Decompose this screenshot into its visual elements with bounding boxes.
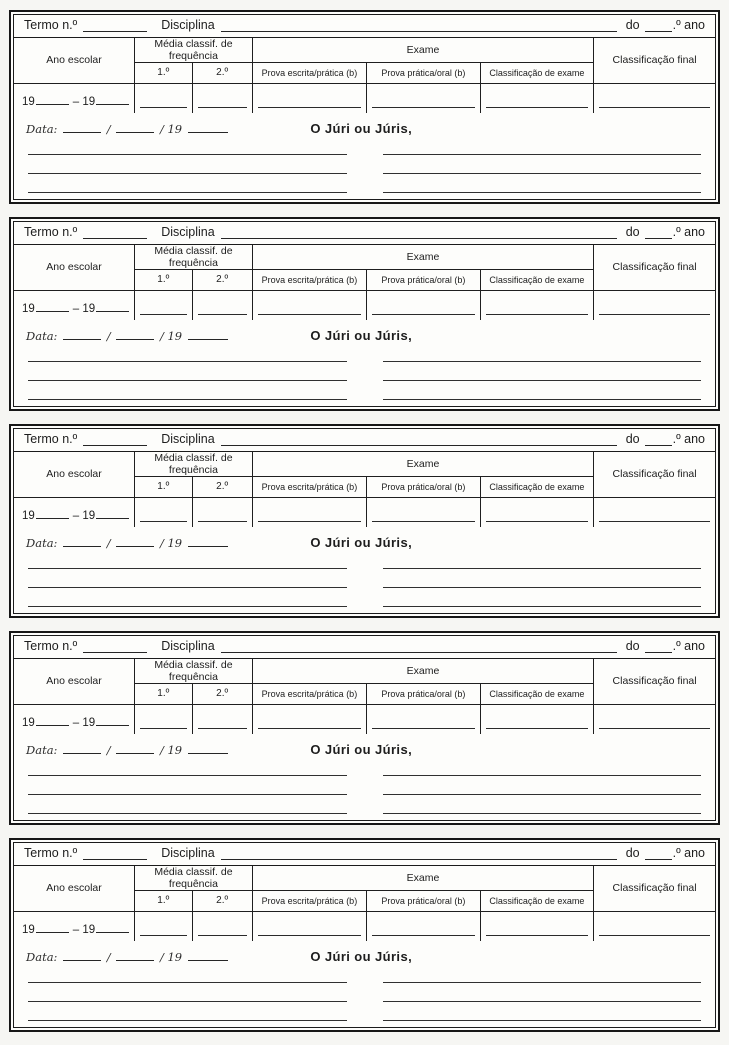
write-line [140, 728, 186, 729]
ano-number-blank [645, 849, 672, 860]
media-2-header: 2.º [192, 476, 252, 497]
write-line [599, 107, 710, 108]
prova-pratica-cell [367, 290, 481, 320]
media-1-header: 1.º [135, 683, 192, 704]
date-year-prefix: / 19 [159, 122, 183, 136]
date-day-blank [63, 538, 101, 547]
year-prefix-left: 19 [22, 717, 35, 730]
signature-area [14, 136, 715, 199]
jury-heading: O Júri ou Júris, [310, 742, 413, 757]
disciplina-blank [221, 228, 617, 239]
signature-area [14, 964, 715, 1027]
prova-pratica-header: Prova prática/oral (b) [367, 62, 481, 83]
year-end-blank [96, 96, 129, 105]
signature-line [383, 776, 702, 795]
signature-line [28, 588, 347, 607]
date-line [26, 122, 310, 136]
signature-line [383, 136, 702, 155]
write-line [198, 935, 247, 936]
prova-escrita-cell [252, 83, 366, 113]
write-line [486, 935, 589, 936]
write-line [486, 314, 589, 315]
term-record-block [9, 424, 720, 618]
disciplina-label: Disciplina [161, 431, 215, 446]
prova-escrita-header: Prova escrita/prática (b) [252, 476, 366, 497]
termo-label: Termo n.º [24, 431, 78, 446]
signature-line [383, 174, 702, 193]
grades-table [14, 866, 715, 942]
data-label: Data: [26, 743, 58, 757]
year-end-blank [96, 924, 129, 933]
grades-table [14, 452, 715, 528]
write-line [372, 314, 475, 315]
prova-escrita-cell [252, 497, 366, 527]
disciplina-label: Disciplina [161, 638, 215, 653]
media-1-cell [135, 704, 192, 734]
termo-label: Termo n.º [24, 845, 78, 860]
classificacao-final-header: Classificação final [594, 452, 715, 498]
classificacao-exame-cell [480, 704, 594, 734]
classificacao-final-cell [594, 83, 715, 113]
date-month-blank [116, 331, 154, 340]
block-title-row [14, 636, 715, 659]
date-separator: / [106, 122, 111, 136]
signature-line [383, 550, 702, 569]
prova-escrita-cell [252, 704, 366, 734]
media-frequencia-header: Média classif. de frequência [135, 866, 253, 891]
classificacao-final-header: Classificação final [594, 659, 715, 705]
data-label: Data: [26, 329, 58, 343]
year-prefix-left: 19 [22, 924, 35, 937]
prova-pratica-header: Prova prática/oral (b) [367, 476, 481, 497]
school-year-cell [14, 911, 135, 941]
media-2-cell [192, 83, 252, 113]
signature-area [14, 343, 715, 406]
date-line [26, 950, 310, 964]
date-line [26, 536, 310, 550]
date-jury-row [14, 113, 715, 136]
media-2-header: 2.º [192, 269, 252, 290]
date-year-blank [188, 952, 228, 961]
date-line [26, 743, 310, 757]
do-label: do [625, 845, 640, 860]
prova-escrita-header: Prova escrita/prática (b) [252, 62, 366, 83]
block-title-row [14, 843, 715, 866]
term-record-block [9, 217, 720, 411]
jury-heading: O Júri ou Júris, [310, 949, 413, 964]
write-line [372, 107, 475, 108]
classificacao-final-cell [594, 290, 715, 320]
media-1-cell [135, 83, 192, 113]
date-month-blank [116, 745, 154, 754]
classificacao-exame-header: Classificação de exame [480, 890, 594, 911]
write-line [198, 314, 247, 315]
signature-line [28, 964, 347, 983]
date-jury-row [14, 941, 715, 964]
ano-number-blank [645, 435, 672, 446]
school-year-cell [14, 290, 135, 320]
write-line [486, 728, 589, 729]
disciplina-blank [221, 849, 617, 860]
media-2-cell [192, 704, 252, 734]
term-record-block [9, 838, 720, 1032]
date-year-blank [188, 331, 228, 340]
date-separator: / [106, 743, 111, 757]
signature-line [28, 174, 347, 193]
signature-line [383, 155, 702, 174]
termo-number-blank [83, 228, 147, 239]
signature-line [383, 1002, 702, 1021]
media-2-cell [192, 290, 252, 320]
signature-line [28, 569, 347, 588]
data-label: Data: [26, 950, 58, 964]
prova-escrita-header: Prova escrita/prática (b) [252, 683, 366, 704]
term-record-block-frame [13, 842, 716, 1028]
date-year-prefix: / 19 [159, 950, 183, 964]
media-1-header: 1.º [135, 269, 192, 290]
classificacao-exame-cell [480, 290, 594, 320]
date-separator: / [106, 536, 111, 550]
ano-number-blank [645, 642, 672, 653]
signature-area [14, 550, 715, 613]
media-2-header: 2.º [192, 62, 252, 83]
write-line [140, 314, 186, 315]
write-line [486, 521, 589, 522]
write-line [258, 521, 361, 522]
media-frequencia-header: Média classif. de frequência [135, 659, 253, 684]
do-label: do [625, 431, 640, 446]
date-year-prefix: / 19 [159, 536, 183, 550]
media-2-cell [192, 911, 252, 941]
classificacao-final-header: Classificação final [594, 866, 715, 912]
exame-header: Exame [252, 452, 593, 477]
term-record-block [9, 631, 720, 825]
exame-header: Exame [252, 245, 593, 270]
prova-escrita-cell [252, 290, 366, 320]
media-frequencia-header: Média classif. de frequência [135, 245, 253, 270]
classificacao-exame-cell [480, 83, 594, 113]
school-year-cell [14, 704, 135, 734]
jury-heading: O Júri ou Júris, [310, 535, 413, 550]
year-start-blank [36, 717, 69, 726]
date-year-prefix: / 19 [159, 329, 183, 343]
prova-pratica-cell [367, 704, 481, 734]
date-year-prefix: / 19 [159, 743, 183, 757]
year-prefix-left: 19 [22, 510, 35, 523]
date-separator: / [106, 950, 111, 964]
signature-line [28, 776, 347, 795]
prova-pratica-cell [367, 497, 481, 527]
date-month-blank [116, 952, 154, 961]
write-line [372, 935, 475, 936]
date-line [26, 329, 310, 343]
grades-table [14, 245, 715, 321]
year-prefix-left: 19 [22, 96, 35, 109]
block-title-row [14, 15, 715, 38]
signature-line [383, 569, 702, 588]
ano-suffix-label: .º ano [672, 638, 705, 653]
year-prefix-right: – 19 [72, 303, 96, 316]
do-label: do [625, 17, 640, 32]
term-record-block-frame [13, 221, 716, 407]
year-start-blank [36, 96, 69, 105]
date-separator: / [106, 329, 111, 343]
term-record-block-frame [13, 635, 716, 821]
date-day-blank [63, 331, 101, 340]
prova-escrita-header: Prova escrita/prática (b) [252, 890, 366, 911]
signature-line [28, 155, 347, 174]
year-start-blank [36, 924, 69, 933]
date-day-blank [63, 124, 101, 133]
grades-table [14, 659, 715, 735]
date-jury-row [14, 320, 715, 343]
disciplina-label: Disciplina [161, 845, 215, 860]
do-label: do [625, 638, 640, 653]
write-line [599, 314, 710, 315]
ano-escolar-header: Ano escolar [14, 659, 135, 705]
signature-line [28, 757, 347, 776]
termo-label: Termo n.º [24, 17, 78, 32]
write-line [258, 314, 361, 315]
classificacao-final-cell [594, 497, 715, 527]
signature-line [383, 757, 702, 776]
signature-line [28, 362, 347, 381]
termo-number-blank [83, 21, 147, 32]
block-title-row [14, 222, 715, 245]
write-line [140, 521, 186, 522]
termo-number-blank [83, 642, 147, 653]
media-2-cell [192, 497, 252, 527]
write-line [599, 521, 710, 522]
classificacao-exame-header: Classificação de exame [480, 683, 594, 704]
exame-header: Exame [252, 866, 593, 891]
prova-pratica-cell [367, 83, 481, 113]
year-end-blank [96, 717, 129, 726]
write-line [599, 728, 710, 729]
prova-pratica-header: Prova prática/oral (b) [367, 269, 481, 290]
date-month-blank [116, 538, 154, 547]
disciplina-label: Disciplina [161, 224, 215, 239]
termo-number-blank [83, 435, 147, 446]
signature-line [28, 136, 347, 155]
write-line [198, 107, 247, 108]
disciplina-blank [221, 21, 617, 32]
prova-pratica-cell [367, 911, 481, 941]
year-prefix-right: – 19 [72, 96, 96, 109]
termo-number-blank [83, 849, 147, 860]
jury-heading: O Júri ou Júris, [310, 328, 413, 343]
ano-escolar-header: Ano escolar [14, 38, 135, 84]
data-label: Data: [26, 122, 58, 136]
disciplina-blank [221, 435, 617, 446]
media-1-header: 1.º [135, 476, 192, 497]
signature-line [383, 983, 702, 1002]
signature-line [383, 343, 702, 362]
media-2-header: 2.º [192, 890, 252, 911]
signature-line [383, 795, 702, 814]
signature-line [383, 381, 702, 400]
year-end-blank [96, 303, 129, 312]
date-day-blank [63, 952, 101, 961]
year-prefix-right: – 19 [72, 717, 96, 730]
prova-escrita-cell [252, 911, 366, 941]
ano-suffix-label: .º ano [672, 845, 705, 860]
disciplina-label: Disciplina [161, 17, 215, 32]
write-line [258, 728, 361, 729]
ano-escolar-header: Ano escolar [14, 245, 135, 291]
term-record-block-frame [13, 428, 716, 614]
classificacao-final-cell [594, 911, 715, 941]
signature-line [383, 362, 702, 381]
ano-suffix-label: .º ano [672, 17, 705, 32]
date-jury-row [14, 527, 715, 550]
media-1-cell [135, 911, 192, 941]
write-line [198, 728, 247, 729]
year-prefix-right: – 19 [72, 510, 96, 523]
term-record-block-frame [13, 14, 716, 200]
signature-area [14, 757, 715, 820]
prova-escrita-header: Prova escrita/prática (b) [252, 269, 366, 290]
school-year-cell [14, 497, 135, 527]
date-year-blank [188, 538, 228, 547]
disciplina-blank [221, 642, 617, 653]
signature-line [28, 983, 347, 1002]
ano-number-blank [645, 21, 672, 32]
classificacao-exame-cell [480, 497, 594, 527]
school-year-cell [14, 83, 135, 113]
grades-table [14, 38, 715, 114]
media-1-cell [135, 497, 192, 527]
exame-header: Exame [252, 38, 593, 63]
year-start-blank [36, 510, 69, 519]
classificacao-exame-header: Classificação de exame [480, 269, 594, 290]
write-line [140, 935, 186, 936]
date-year-blank [188, 124, 228, 133]
year-end-blank [96, 510, 129, 519]
term-record-block [9, 10, 720, 204]
data-label: Data: [26, 536, 58, 550]
write-line [258, 107, 361, 108]
year-prefix-left: 19 [22, 303, 35, 316]
media-2-header: 2.º [192, 683, 252, 704]
do-label: do [625, 224, 640, 239]
termo-label: Termo n.º [24, 224, 78, 239]
prova-pratica-header: Prova prática/oral (b) [367, 683, 481, 704]
write-line [372, 521, 475, 522]
classificacao-final-cell [594, 704, 715, 734]
write-line [258, 935, 361, 936]
year-start-blank [36, 303, 69, 312]
date-day-blank [63, 745, 101, 754]
signature-line [28, 381, 347, 400]
media-1-cell [135, 290, 192, 320]
ano-escolar-header: Ano escolar [14, 866, 135, 912]
media-1-header: 1.º [135, 62, 192, 83]
ano-suffix-label: .º ano [672, 224, 705, 239]
write-line [599, 935, 710, 936]
signature-line [28, 343, 347, 362]
signature-line [383, 964, 702, 983]
signature-line [28, 795, 347, 814]
jury-heading: O Júri ou Júris, [310, 121, 413, 136]
signature-line [28, 550, 347, 569]
prova-pratica-header: Prova prática/oral (b) [367, 890, 481, 911]
classificacao-exame-header: Classificação de exame [480, 62, 594, 83]
exame-header: Exame [252, 659, 593, 684]
date-jury-row [14, 734, 715, 757]
write-line [486, 107, 589, 108]
signature-line [28, 1002, 347, 1021]
termo-label: Termo n.º [24, 638, 78, 653]
signature-line [383, 588, 702, 607]
classificacao-exame-header: Classificação de exame [480, 476, 594, 497]
classificacao-final-header: Classificação final [594, 38, 715, 84]
date-year-blank [188, 745, 228, 754]
classificacao-exame-cell [480, 911, 594, 941]
media-frequencia-header: Média classif. de frequência [135, 38, 253, 63]
ano-suffix-label: .º ano [672, 431, 705, 446]
media-1-header: 1.º [135, 890, 192, 911]
write-line [140, 107, 186, 108]
block-title-row [14, 429, 715, 452]
ano-escolar-header: Ano escolar [14, 452, 135, 498]
date-month-blank [116, 124, 154, 133]
year-prefix-right: – 19 [72, 924, 96, 937]
write-line [372, 728, 475, 729]
classificacao-final-header: Classificação final [594, 245, 715, 291]
write-line [198, 521, 247, 522]
ano-number-blank [645, 228, 672, 239]
media-frequencia-header: Média classif. de frequência [135, 452, 253, 477]
